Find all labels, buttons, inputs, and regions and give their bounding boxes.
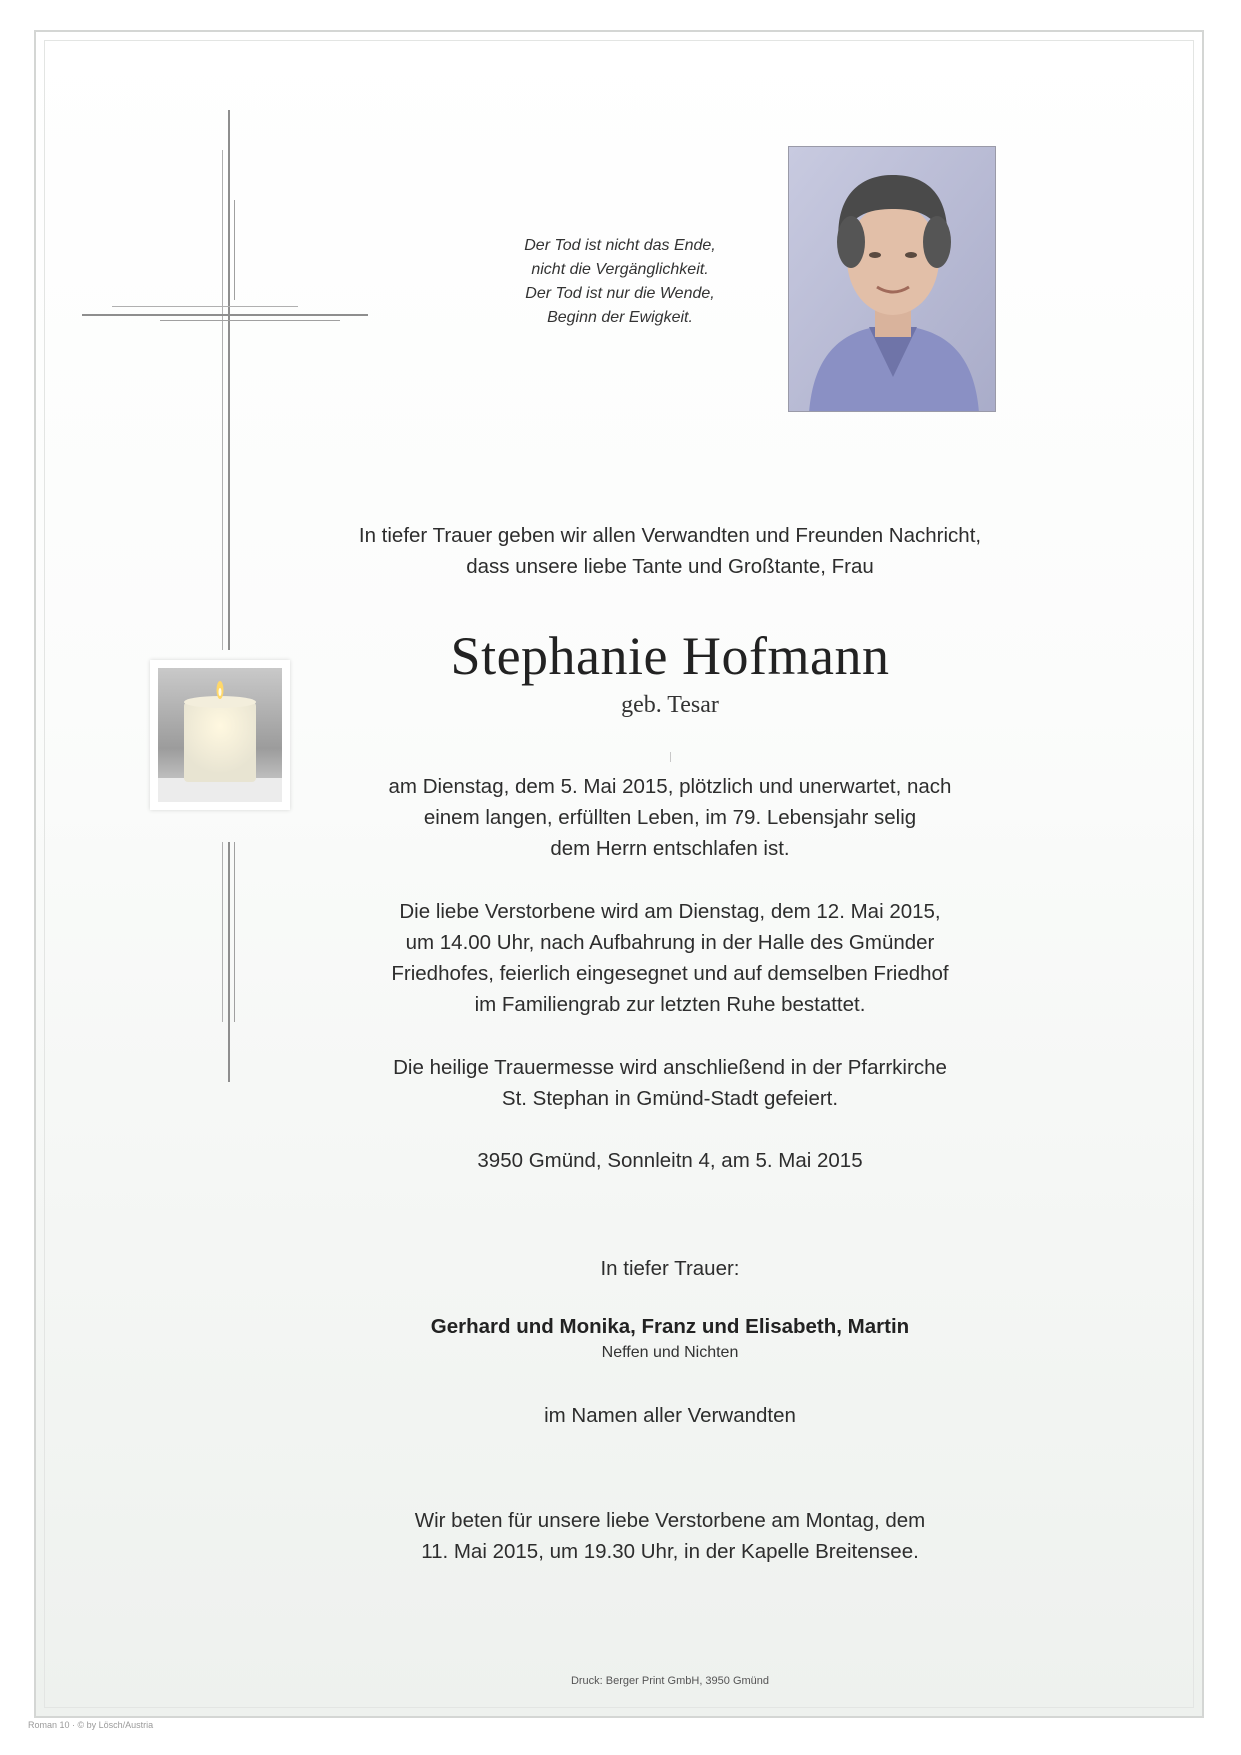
prayer-paragraph — [300, 1505, 1040, 1567]
candle-image — [150, 660, 290, 810]
funeral-line: Die liebe Verstorbene wird am Dienstag, dem 12. Mai 2015, — [399, 900, 941, 923]
intro-line: In tiefer Trauer geben wir allen Verwandten und Freunden Nachricht, — [358, 524, 982, 547]
funeral-line: Friedhofes, feierlich eingesegnet und auf demselben Friedhof — [391, 962, 949, 985]
place-date: 3950 Gmünd, Sonnleitn 4, am 5. Mai 2015 — [477, 1149, 863, 1172]
quote-line: nicht die Vergänglichkeit. — [531, 261, 709, 278]
prayer-line: 11. Mai 2015, um 19.30 Uhr, in der Kapelle Breitensee. — [421, 1540, 919, 1563]
portrait-photo — [788, 146, 996, 412]
mourner-names: Gerhard und Monika, Franz und Elisabeth, Martin — [430, 1315, 910, 1338]
quote-line: Beginn der Ewigkeit. — [547, 309, 693, 326]
mourner-relation: Neffen und Nichten — [601, 1344, 739, 1361]
death-notice-line: einem langen, erfüllten Leben, im 79. Lebensjahr selig — [423, 806, 917, 829]
death-notice — [300, 771, 1040, 864]
quote — [480, 234, 760, 330]
copyright-note: Roman 10 · © by Lösch/Austria — [28, 1720, 154, 1730]
printer-credit: Druck: Berger Print GmbH, 3950 Gmünd — [570, 1675, 770, 1687]
funeral-paragraph — [300, 896, 1040, 1020]
birth-name: geb. Tesar — [621, 692, 719, 718]
funeral-line: um 14.00 Uhr, nach Aufbahrung in der Halle des Gmünder — [405, 931, 935, 954]
deceased-name: Stephanie Hofmann — [450, 626, 890, 686]
death-notice-line: dem Herrn entschlafen ist. — [550, 837, 790, 860]
intro-line: dass unsere liebe Tante und Großtante, Frau — [466, 555, 874, 578]
on-behalf: im Namen aller Verwandten — [544, 1404, 796, 1427]
quote-line: Der Tod ist nicht das Ende, — [524, 237, 716, 254]
funeral-line: im Familiengrab zur letzten Ruhe bestattet. — [474, 993, 866, 1016]
divider-mark — [670, 752, 671, 762]
quote-line: Der Tod ist nur die Wende, — [525, 285, 715, 302]
mass-line: St. Stephan in Gmünd-Stadt gefeiert. — [501, 1087, 839, 1110]
mass-line: Die heilige Trauermesse wird anschließend in der Pfarrkirche — [393, 1056, 947, 1079]
intro-paragraph — [300, 520, 1040, 582]
mass-paragraph — [300, 1052, 1040, 1114]
mourning-heading: In tiefer Trauer: — [600, 1257, 740, 1280]
prayer-line: Wir beten für unsere liebe Verstorbene am Montag, dem — [414, 1509, 926, 1532]
death-notice-line: am Dienstag, dem 5. Mai 2015, plötzlich und unerwartet, nach — [388, 775, 952, 798]
